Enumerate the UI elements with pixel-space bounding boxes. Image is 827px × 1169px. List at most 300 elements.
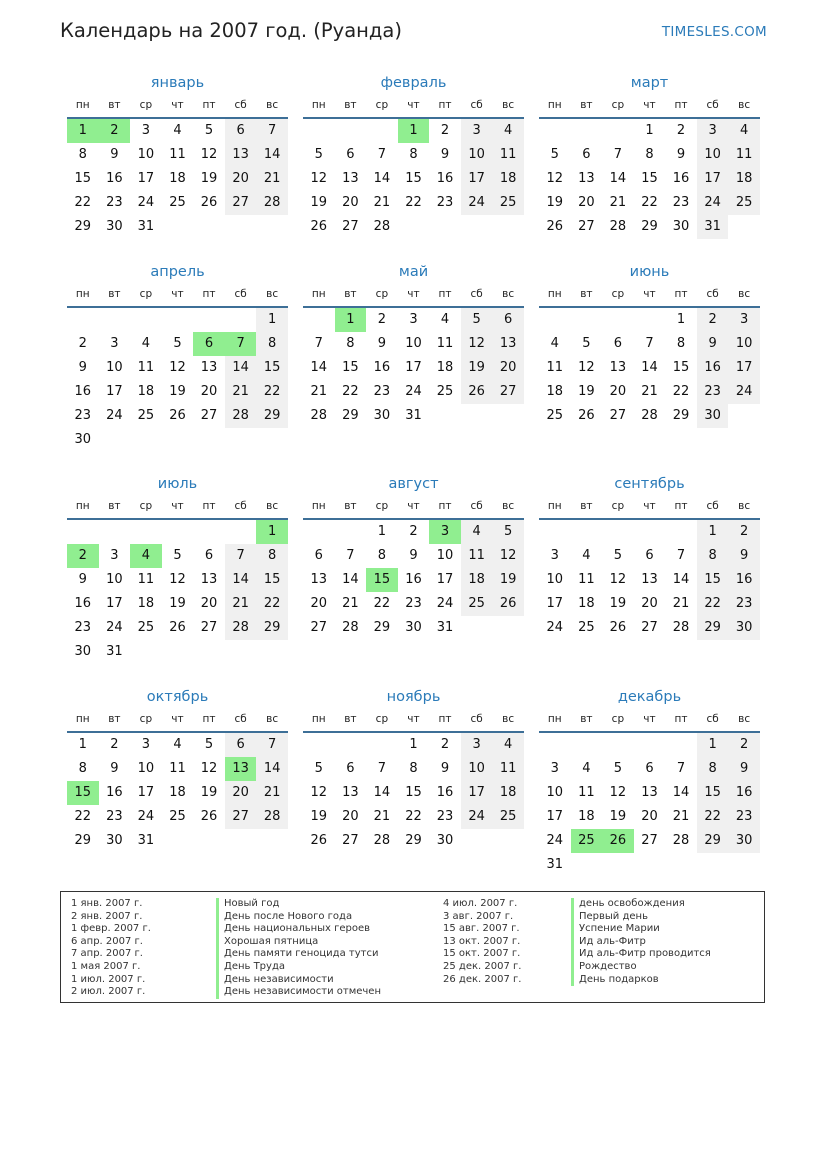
legend-holiday-name: день освобождения xyxy=(571,898,711,911)
day-cell: 1 xyxy=(398,119,430,143)
month-name: апрель xyxy=(150,264,205,280)
weekday-label: сб xyxy=(470,99,483,111)
weekday-label: вс xyxy=(738,99,751,111)
day-cell: 1 xyxy=(67,119,99,143)
day-cell: 5 xyxy=(492,520,524,544)
day-cell: 5 xyxy=(314,761,323,776)
day-cell: 9 xyxy=(409,548,418,563)
legend-date: 2 июл. 2007 г. xyxy=(71,986,146,998)
day-cell: 23 xyxy=(728,805,760,829)
weekday-label: вс xyxy=(502,99,515,111)
weekday-label: пт xyxy=(202,288,216,300)
day-cell: 14 xyxy=(225,568,257,592)
week-row xyxy=(303,829,524,853)
day-cell: 29 xyxy=(373,620,391,635)
legend-holiday-name: Первый день xyxy=(571,911,711,924)
legend-names-right xyxy=(571,898,711,986)
weekday-label: ср xyxy=(375,288,389,300)
weekday-label: вс xyxy=(502,713,515,725)
day-cell: 2 xyxy=(110,737,119,752)
day-cell: 24 xyxy=(405,384,422,399)
empty-cell xyxy=(571,520,603,544)
weekday-header xyxy=(303,711,524,733)
empty-cell xyxy=(99,428,131,452)
day-cell: 21 xyxy=(225,592,257,616)
weekday-label: вс xyxy=(266,288,279,300)
day-cell: 15 xyxy=(256,568,288,592)
empty-cell xyxy=(728,853,760,877)
day-cell: 6 xyxy=(314,548,323,563)
day-cell: 18 xyxy=(578,596,595,611)
day-cell: 12 xyxy=(492,544,524,568)
week-row xyxy=(303,404,524,428)
weekday-label: пн xyxy=(547,288,562,300)
day-cell: 5 xyxy=(204,123,214,138)
day-cell: 16 xyxy=(672,171,690,186)
day-cell: 26 xyxy=(602,829,634,853)
week-row xyxy=(539,805,760,829)
day-cell: 20 xyxy=(578,195,595,210)
day-cell: 9 xyxy=(697,332,729,356)
day-cell: 31 xyxy=(106,644,123,659)
week-row xyxy=(303,332,524,356)
day-cell: 28 xyxy=(373,219,391,234)
day-cell: 9 xyxy=(728,757,760,781)
week-row xyxy=(67,805,288,829)
weekday-header xyxy=(303,286,524,308)
day-cell: 5 xyxy=(582,336,591,351)
weekday-label: сб xyxy=(470,500,483,512)
weekday-label: сб xyxy=(470,288,483,300)
day-cell: 9 xyxy=(728,544,760,568)
day-cell: 17 xyxy=(106,596,123,611)
day-cell: 8 xyxy=(78,761,87,776)
day-cell: 23 xyxy=(106,809,123,824)
weekday-header xyxy=(539,286,760,308)
empty-cell xyxy=(162,640,194,664)
weekday-label: пн xyxy=(75,288,90,300)
day-cell: 11 xyxy=(546,360,564,375)
day-cell: 3 xyxy=(110,548,119,563)
day-cell: 3 xyxy=(550,548,559,563)
day-cell: 12 xyxy=(609,572,627,587)
weekday-label: чт xyxy=(171,99,184,111)
day-cell: 23 xyxy=(74,408,92,423)
day-cell: 21 xyxy=(641,384,658,399)
legend-holiday-name: День памяти геноцида тутси xyxy=(216,948,381,961)
day-cell: 20 xyxy=(310,596,328,611)
weekday-label: пн xyxy=(547,500,562,512)
day-cell: 26 xyxy=(200,809,218,824)
week-row xyxy=(67,757,288,781)
day-cell: 27 xyxy=(342,833,359,848)
empty-cell xyxy=(130,520,162,544)
day-cell: 26 xyxy=(546,219,564,234)
day-cell: 31 xyxy=(697,215,729,239)
week-row xyxy=(539,167,760,191)
day-cell: 6 xyxy=(645,761,654,776)
empty-cell xyxy=(130,640,162,664)
day-cell: 24 xyxy=(461,191,493,215)
empty-cell xyxy=(492,829,524,853)
weekday-label: вс xyxy=(502,288,515,300)
day-cell: 4 xyxy=(461,520,493,544)
weekday-label: ср xyxy=(139,713,153,725)
day-cell: 24 xyxy=(137,809,155,824)
day-cell: 1 xyxy=(697,520,729,544)
day-cell: 10 xyxy=(546,785,564,800)
week-row xyxy=(539,592,760,616)
week-row xyxy=(303,380,524,404)
day-cell: 10 xyxy=(436,548,454,563)
day-cell: 10 xyxy=(697,143,729,167)
day-cell: 11 xyxy=(436,336,454,351)
day-cell: 20 xyxy=(225,781,257,805)
day-cell: 5 xyxy=(613,761,623,776)
week-row xyxy=(539,356,760,380)
month-10 xyxy=(67,687,288,853)
day-cell: 4 xyxy=(728,119,760,143)
week-row xyxy=(303,805,524,829)
weekday-label: вс xyxy=(502,500,515,512)
day-cell: 2 xyxy=(440,737,450,752)
month-name: январь xyxy=(150,75,205,91)
day-cell: 1 xyxy=(256,308,288,332)
day-cell: 31 xyxy=(436,620,454,635)
week-row xyxy=(67,781,288,805)
weekday-label: вс xyxy=(738,500,751,512)
weekday-label: вт xyxy=(580,288,593,300)
day-cell: 25 xyxy=(461,592,493,616)
empty-cell xyxy=(225,428,257,452)
day-cell: 4 xyxy=(141,336,151,351)
weekday-label: вт xyxy=(580,99,593,111)
weekday-header xyxy=(67,97,288,119)
day-cell: 19 xyxy=(578,384,595,399)
day-cell: 12 xyxy=(169,572,186,587)
weekday-label: вт xyxy=(108,500,121,512)
day-cell: 30 xyxy=(436,833,454,848)
day-cell: 29 xyxy=(74,833,92,848)
weekday-label: сб xyxy=(234,288,247,300)
week-row xyxy=(67,616,288,640)
day-cell: 8 xyxy=(676,336,686,351)
day-cell: 21 xyxy=(225,380,257,404)
day-cell: 11 xyxy=(137,360,155,375)
day-cell: 12 xyxy=(169,360,186,375)
week-row xyxy=(67,640,288,664)
empty-cell xyxy=(366,119,398,143)
empty-cell xyxy=(571,733,603,757)
day-cell: 8 xyxy=(697,544,729,568)
week-row xyxy=(67,733,288,757)
day-cell: 11 xyxy=(728,143,760,167)
empty-cell xyxy=(398,215,430,239)
day-cell: 22 xyxy=(641,195,658,210)
empty-cell xyxy=(492,404,524,428)
day-cell: 22 xyxy=(405,195,422,210)
weekday-label: пт xyxy=(438,500,452,512)
day-cell: 8 xyxy=(256,544,288,568)
week-row xyxy=(67,191,288,215)
day-cell: 25 xyxy=(169,809,186,824)
weekday-label: сб xyxy=(234,500,247,512)
day-cell: 11 xyxy=(492,143,524,167)
day-cell: 2 xyxy=(409,524,418,539)
weekday-label: пн xyxy=(311,713,326,725)
day-cell: 14 xyxy=(310,360,328,375)
day-cell: 30 xyxy=(106,833,123,848)
day-cell: 14 xyxy=(373,171,391,186)
day-cell: 19 xyxy=(310,809,328,824)
day-cell: 5 xyxy=(173,548,182,563)
week-row xyxy=(67,520,288,544)
day-cell: 19 xyxy=(169,384,186,399)
day-cell: 6 xyxy=(193,332,225,356)
day-cell: 20 xyxy=(342,195,359,210)
weekday-label: ср xyxy=(611,99,625,111)
day-cell: 14 xyxy=(256,757,288,781)
week-row xyxy=(303,568,524,592)
day-cell: 21 xyxy=(310,384,328,399)
day-cell: 26 xyxy=(310,833,328,848)
empty-cell xyxy=(162,308,194,332)
day-cell: 17 xyxy=(137,785,155,800)
empty-cell xyxy=(665,520,697,544)
day-cell: 27 xyxy=(342,219,359,234)
weekday-label: пн xyxy=(311,99,326,111)
week-row xyxy=(303,520,524,544)
day-cell: 17 xyxy=(106,384,123,399)
day-cell: 15 xyxy=(641,171,658,186)
day-cell: 15 xyxy=(405,785,422,800)
day-cell: 28 xyxy=(672,620,690,635)
week-row xyxy=(303,308,524,332)
day-cell: 3 xyxy=(461,733,493,757)
day-cell: 27 xyxy=(225,805,257,829)
day-cell: 22 xyxy=(373,596,391,611)
empty-cell xyxy=(634,733,666,757)
legend-date: 26 дек. 2007 г. xyxy=(443,973,522,985)
week-row xyxy=(539,308,760,332)
empty-cell xyxy=(256,640,288,664)
empty-cell xyxy=(634,308,666,332)
empty-cell xyxy=(634,520,666,544)
day-cell: 13 xyxy=(578,171,595,186)
weekday-label: пт xyxy=(202,500,216,512)
day-cell: 15 xyxy=(405,171,422,186)
day-cell: 19 xyxy=(200,785,218,800)
day-cell: 16 xyxy=(74,384,92,399)
day-cell: 12 xyxy=(609,785,627,800)
day-cell: 14 xyxy=(672,572,690,587)
empty-cell xyxy=(571,119,603,143)
weekday-label: ср xyxy=(139,99,153,111)
day-cell: 26 xyxy=(169,620,186,635)
day-cell: 9 xyxy=(440,761,450,776)
day-cell: 29 xyxy=(697,616,729,640)
weekday-label: пт xyxy=(674,99,688,111)
weekday-label: ср xyxy=(375,713,389,725)
month-name: март xyxy=(630,75,669,91)
day-cell: 30 xyxy=(405,620,422,635)
day-cell: 21 xyxy=(373,195,391,210)
empty-cell xyxy=(539,308,571,332)
day-cell: 23 xyxy=(672,195,690,210)
day-cell: 29 xyxy=(74,219,92,234)
day-cell: 6 xyxy=(346,761,355,776)
day-cell: 2 xyxy=(676,123,686,138)
day-cell: 29 xyxy=(697,829,729,853)
day-cell: 7 xyxy=(676,548,686,563)
day-cell: 24 xyxy=(137,195,155,210)
day-cell: 2 xyxy=(67,544,99,568)
day-cell: 12 xyxy=(578,360,595,375)
day-cell: 15 xyxy=(697,781,729,805)
empty-cell xyxy=(602,520,634,544)
weekday-label: чт xyxy=(407,713,420,725)
day-cell: 14 xyxy=(609,171,627,186)
day-cell: 24 xyxy=(106,408,123,423)
legend-holiday-name: Успение Марии xyxy=(571,923,711,936)
day-cell: 3 xyxy=(728,308,760,332)
day-cell: 17 xyxy=(728,356,760,380)
empty-cell xyxy=(602,733,634,757)
weekday-label: вт xyxy=(344,288,357,300)
day-cell: 28 xyxy=(225,616,257,640)
weekday-label: сб xyxy=(234,713,247,725)
month-6 xyxy=(539,262,760,428)
week-row xyxy=(303,191,524,215)
day-cell: 8 xyxy=(409,761,418,776)
week-row xyxy=(539,215,760,239)
day-cell: 12 xyxy=(200,761,218,776)
weekday-label: вт xyxy=(344,500,357,512)
day-cell: 11 xyxy=(461,544,493,568)
day-cell: 2 xyxy=(99,119,131,143)
day-cell: 3 xyxy=(697,119,729,143)
week-row xyxy=(67,404,288,428)
weekday-label: вт xyxy=(108,713,121,725)
week-row xyxy=(303,544,524,568)
day-cell: 4 xyxy=(130,544,162,568)
week-row xyxy=(539,616,760,640)
empty-cell xyxy=(571,853,603,877)
weekday-label: чт xyxy=(643,99,656,111)
weekday-label: ср xyxy=(139,500,153,512)
day-cell: 10 xyxy=(137,147,155,162)
day-cell: 5 xyxy=(461,308,493,332)
day-cell: 20 xyxy=(342,809,359,824)
day-cell: 16 xyxy=(728,781,760,805)
day-cell: 25 xyxy=(546,408,564,423)
day-cell: 24 xyxy=(728,380,760,404)
day-cell: 24 xyxy=(546,833,564,848)
day-cell: 4 xyxy=(173,737,182,752)
day-cell: 15 xyxy=(67,781,99,805)
day-cell: 4 xyxy=(582,548,591,563)
weekday-label: сб xyxy=(470,713,483,725)
day-cell: 26 xyxy=(461,380,493,404)
day-cell: 28 xyxy=(342,620,359,635)
day-cell: 30 xyxy=(106,219,123,234)
empty-cell xyxy=(130,308,162,332)
day-cell: 18 xyxy=(137,384,155,399)
week-row xyxy=(539,119,760,143)
site-link[interactable]: TIMESLES.COM xyxy=(661,24,767,40)
day-cell: 10 xyxy=(106,360,123,375)
day-cell: 15 xyxy=(366,568,398,592)
week-row xyxy=(303,781,524,805)
empty-cell xyxy=(99,308,131,332)
weekday-label: пн xyxy=(75,99,90,111)
day-cell: 6 xyxy=(204,548,214,563)
week-row xyxy=(67,215,288,239)
day-cell: 4 xyxy=(492,119,524,143)
legend-holiday-name: Хорошая пятница xyxy=(216,936,381,949)
weekday-label: пт xyxy=(438,99,452,111)
day-cell: 17 xyxy=(546,596,564,611)
day-cell: 19 xyxy=(200,171,218,186)
empty-cell xyxy=(665,853,697,877)
day-cell: 1 xyxy=(409,737,418,752)
day-cell: 27 xyxy=(310,620,328,635)
empty-cell xyxy=(335,520,367,544)
day-cell: 8 xyxy=(645,147,654,162)
week-row xyxy=(539,332,760,356)
day-cell: 30 xyxy=(697,404,729,428)
weekday-label: чт xyxy=(643,713,656,725)
month-5 xyxy=(303,262,524,428)
day-cell: 26 xyxy=(169,408,186,423)
day-cell: 22 xyxy=(256,592,288,616)
day-cell: 8 xyxy=(256,332,288,356)
day-cell: 22 xyxy=(74,809,92,824)
day-cell: 23 xyxy=(436,809,454,824)
day-cell: 7 xyxy=(377,147,387,162)
day-cell: 26 xyxy=(609,620,627,635)
empty-cell xyxy=(665,733,697,757)
empty-cell xyxy=(193,520,225,544)
day-cell: 27 xyxy=(609,408,627,423)
day-cell: 1 xyxy=(78,737,87,752)
day-cell: 2 xyxy=(440,123,450,138)
day-cell: 11 xyxy=(169,761,186,776)
weekday-label: сб xyxy=(706,99,719,111)
weekday-label: ср xyxy=(611,713,625,725)
day-cell: 28 xyxy=(256,805,288,829)
weekday-label: ср xyxy=(611,500,625,512)
day-cell: 16 xyxy=(436,171,454,186)
day-cell: 3 xyxy=(429,520,461,544)
day-cell: 17 xyxy=(137,171,155,186)
empty-cell xyxy=(99,520,131,544)
week-row xyxy=(539,568,760,592)
empty-cell xyxy=(162,520,194,544)
day-cell: 6 xyxy=(346,147,355,162)
week-row xyxy=(67,167,288,191)
weekday-label: вс xyxy=(738,713,751,725)
day-cell: 21 xyxy=(256,167,288,191)
day-cell: 24 xyxy=(546,620,564,635)
weekday-header xyxy=(539,97,760,119)
day-cell: 17 xyxy=(405,360,422,375)
empty-cell xyxy=(67,308,99,332)
weekday-header xyxy=(303,498,524,520)
day-cell: 6 xyxy=(645,548,654,563)
day-cell: 27 xyxy=(200,408,218,423)
day-cell: 14 xyxy=(256,143,288,167)
